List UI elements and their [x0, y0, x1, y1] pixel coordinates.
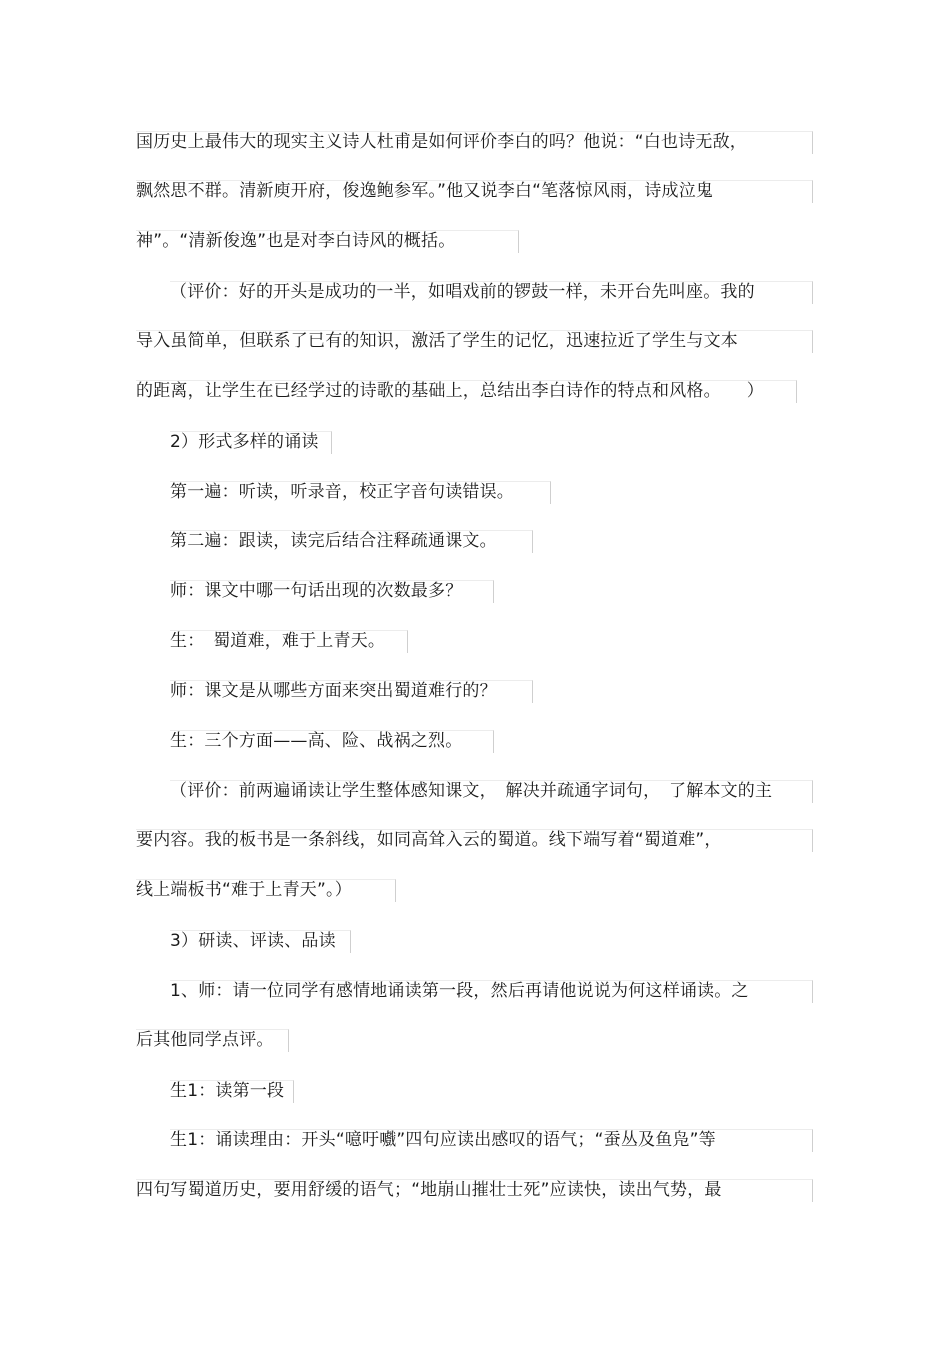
text-line: 要内容。我的板书是一条斜线，如同高耸入云的蜀道。线下端写着“蜀道难”，: [136, 830, 722, 850]
text-line: （评价：好的开头是成功的一半，如唱戏前的锣鼓一样，未开台先叫座。我的: [170, 282, 755, 302]
text-line: 师：课文是从哪些方面来突出蜀道难行的？: [170, 681, 497, 701]
section-heading: 2）形式多样的诵读: [170, 432, 319, 452]
text-line: 四句写蜀道历史，要用舒缓的语气；“地崩山摧壮士死”应读快，读出气势，最: [136, 1180, 722, 1200]
text-line: 导入虽简单，但联系了已有的知识，激活了学生的记忆，迅速拉近了学生与文本: [136, 331, 738, 351]
text-line: 后其他同学点评。: [136, 1030, 274, 1050]
text-line: 生： 蜀道难，难于上青天。: [170, 631, 386, 651]
text-line: 的距离，让学生在已经学过的诗歌的基础上，总结出李白诗作的特点和风格。 ）: [136, 381, 764, 401]
text-line: 生1：诵读理由：开头“噫吁嚱”四句应读出感叹的语气；“蚕丛及鱼凫”等: [170, 1130, 716, 1150]
text-line: 生1：读第一段: [170, 1081, 285, 1101]
text-line: 第二遍：跟读，读完后结合注释疏通课文。: [170, 531, 497, 551]
section-heading: 3）研读、评读、品读: [170, 931, 336, 951]
text-line: 国历史上最伟大的现实主义诗人杜甫是如何评价李白的吗？他说：“白也诗无敌，: [136, 132, 748, 152]
text-line: 师：课文中哪一句话出现的次数最多？: [170, 581, 463, 601]
text-line: 神”。“清新俊逸”也是对李白诗风的概括。: [136, 231, 456, 251]
text-line: 线上端板书“难于上青天”。）: [136, 880, 352, 900]
text-line: 飘然思不群。清新庾开府，俊逸鲍参军。”他又说李白“笔落惊风雨，诗成泣鬼: [136, 181, 714, 201]
text-line: 1、师：请一位同学有感情地诵读第一段，然后再请他说说为何这样诵读。之: [170, 981, 749, 1001]
text-line: 第一遍：听读，听录音，校正字音句读错误。: [170, 482, 514, 502]
text-line: 生：三个方面——高、险、战祸之烈。: [170, 731, 463, 751]
text-line: （评价：前两遍诵读让学生整体感知课文， 解决并疏通字词句， 了解本文的主: [170, 781, 773, 801]
